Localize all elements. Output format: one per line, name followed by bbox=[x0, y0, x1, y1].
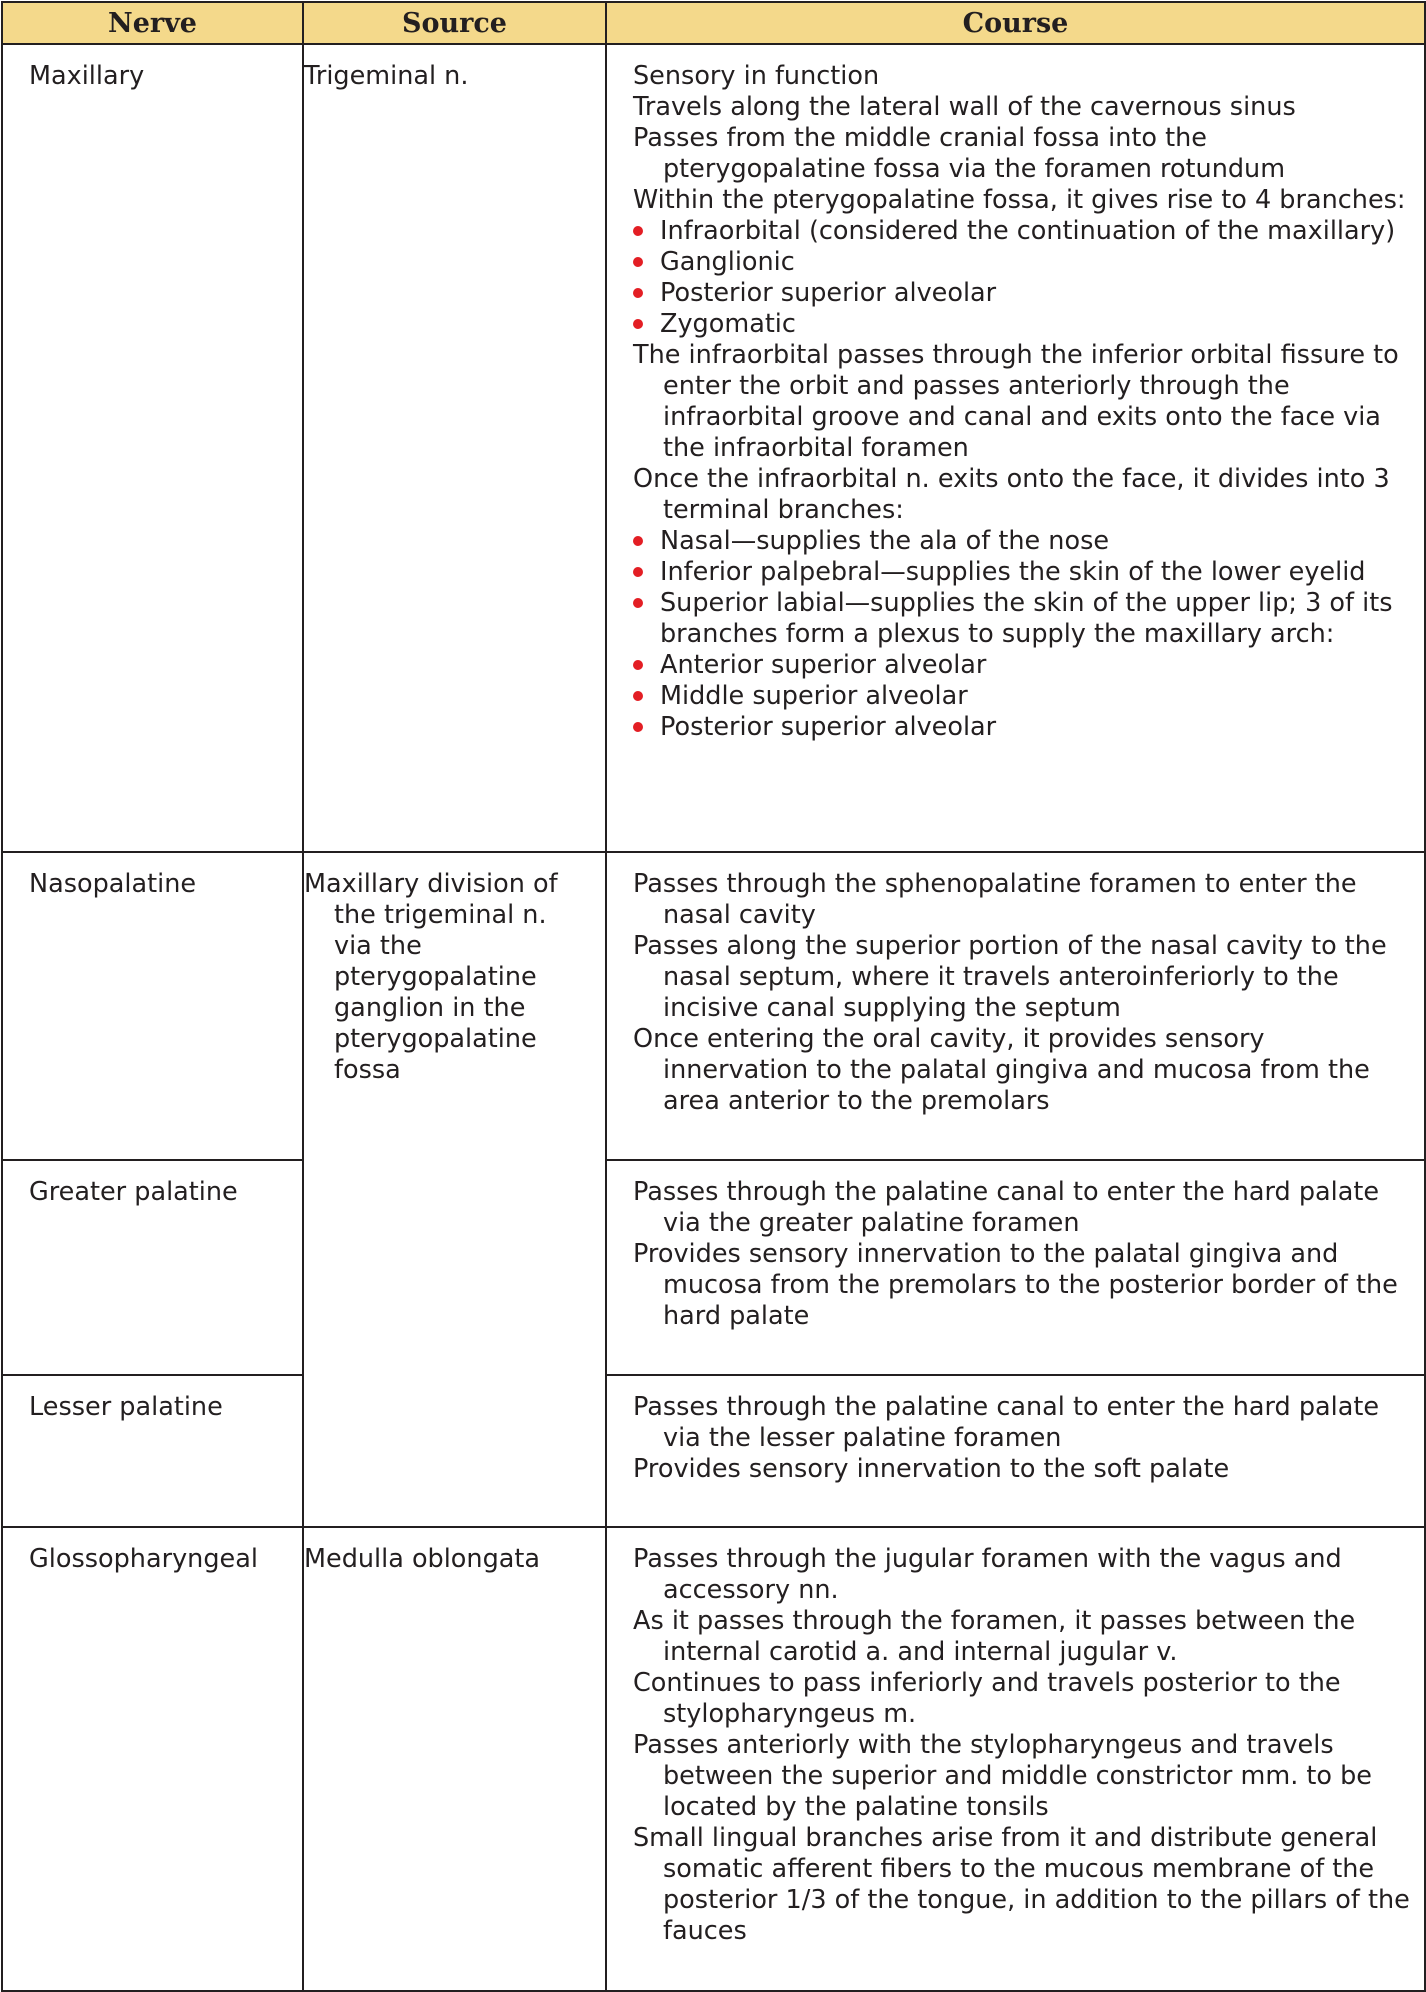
course-line: Passes through the jugular foramen with the vagus and accessory nn. bbox=[633, 1544, 1342, 1605]
bullet-icon bbox=[633, 722, 643, 732]
source-cell: Medulla oblongata bbox=[303, 1527, 606, 1991]
nerve-cell: Maxillary bbox=[2, 44, 303, 852]
course-cell bbox=[606, 44, 1425, 852]
bullet-icon bbox=[633, 319, 643, 329]
table-row-glossopharyngeal bbox=[2, 1527, 1425, 1991]
bullet-item: Anterior superior alveolar bbox=[633, 650, 1416, 681]
nerve-cell: Greater palatine bbox=[2, 1160, 303, 1375]
course-line: Small lingual branches arise from it and distribute general somatic afferent fibers to the mucous membrane of the posterior 1/3 of the tongue, in addition to the pillars of the fauces bbox=[633, 1823, 1410, 1946]
course-line: Once entering the oral cavity, it provides sensory innervation to the palatal gingiva and mucosa from the area anterior to the premolars bbox=[633, 1024, 1370, 1116]
source-cell: Trigeminal n. bbox=[303, 44, 606, 852]
bullet-icon bbox=[633, 226, 643, 236]
bullet-item: Superior labial—supplies the skin of the upper lip; 3 of its branches form a plexus to supply the maxillary arch: bbox=[633, 588, 1416, 650]
bullet-item: Nasal—supplies the ala of the nose bbox=[633, 526, 1416, 557]
table-row-lesser-palatine bbox=[2, 1375, 1425, 1527]
header-source: Source bbox=[303, 2, 606, 44]
nerve-table bbox=[1, 1, 1426, 1992]
course-line: Sensory in function bbox=[633, 61, 880, 91]
course-line: Continues to pass inferiorly and travels posterior to the stylopharyngeus m. bbox=[633, 1668, 1341, 1729]
table-row-greater-palatine bbox=[2, 1160, 1425, 1375]
bullet-item: Ganglionic bbox=[633, 247, 1416, 278]
bullet-icon bbox=[633, 598, 643, 608]
source-cell: Maxillary division of the trigeminal n. via the pterygopalatine ganglion in the pterygopalatine fossa bbox=[303, 852, 606, 1527]
bullet-item: Posterior superior alveolar bbox=[633, 712, 1416, 743]
bullet-icon bbox=[633, 567, 643, 577]
course-line: Passes through the palatine canal to enter the hard palate via the lesser palatine foramen bbox=[633, 1392, 1380, 1453]
table-row-maxillary bbox=[2, 44, 1425, 852]
course-cell bbox=[606, 1375, 1425, 1527]
table-row-nasopalatine bbox=[2, 852, 1425, 1160]
nerve-cell: Lesser palatine bbox=[2, 1375, 303, 1527]
header-row bbox=[2, 2, 1425, 44]
bullet-icon bbox=[633, 288, 643, 298]
course-line: Travels along the lateral wall of the cavernous sinus bbox=[633, 92, 1296, 122]
course-line: Passes through the sphenopalatine foramen to enter the nasal cavity bbox=[633, 869, 1357, 930]
bullet-icon bbox=[633, 660, 643, 670]
course-line: Passes anteriorly with the stylopharyngeus and travels between the superior and middle constrictor mm. to be located by the palatine tonsils bbox=[633, 1730, 1372, 1822]
bullet-item: Infraorbital (considered the continuation of the maxillary) bbox=[633, 216, 1416, 247]
nerve-cell: Glossopharyngeal bbox=[2, 1527, 303, 1991]
course-cell bbox=[606, 1527, 1425, 1991]
course-cell bbox=[606, 1160, 1425, 1375]
bullet-item: Posterior superior alveolar bbox=[633, 278, 1416, 309]
course-line: Within the pterygopalatine fossa, it gives rise to 4 branches: bbox=[633, 185, 1406, 215]
header-nerve: Nerve bbox=[2, 2, 303, 44]
bullet-item: Zygomatic bbox=[633, 309, 1416, 340]
bullet-item: Middle superior alveolar bbox=[633, 681, 1416, 712]
course-line: The infraorbital passes through the inferior orbital fissure to enter the orbit and passes anteriorly through the infraorbital groove and canal and exits onto the face via the infraorbital foramen bbox=[633, 340, 1399, 463]
nerve-cell: Nasopalatine bbox=[2, 852, 303, 1160]
course-line: Passes from the middle cranial fossa into the pterygopalatine fossa via the foramen rotundum bbox=[633, 123, 1286, 184]
bullet-icon bbox=[633, 257, 643, 267]
course-line: Provides sensory innervation to the palatal gingiva and mucosa from the premolars to the posterior border of the hard palate bbox=[633, 1239, 1398, 1331]
course-line: As it passes through the foramen, it passes between the internal carotid a. and internal jugular v. bbox=[633, 1606, 1356, 1667]
course-line: Passes along the superior portion of the nasal cavity to the nasal septum, where it travels anteroinferiorly to the incisive canal supplying the septum bbox=[633, 931, 1387, 1023]
bullet-item: Inferior palpebral—supplies the skin of the lower eyelid bbox=[633, 557, 1416, 588]
course-line: Passes through the palatine canal to enter the hard palate via the greater palatine foramen bbox=[633, 1177, 1380, 1238]
bullet-icon bbox=[633, 691, 643, 701]
course-line: Once the infraorbital n. exits onto the face, it divides into 3 terminal branches: bbox=[633, 464, 1390, 525]
header-course: Course bbox=[606, 2, 1425, 44]
course-line: Provides sensory innervation to the soft palate bbox=[633, 1454, 1230, 1484]
course-cell bbox=[606, 852, 1425, 1160]
bullet-icon bbox=[633, 536, 643, 546]
